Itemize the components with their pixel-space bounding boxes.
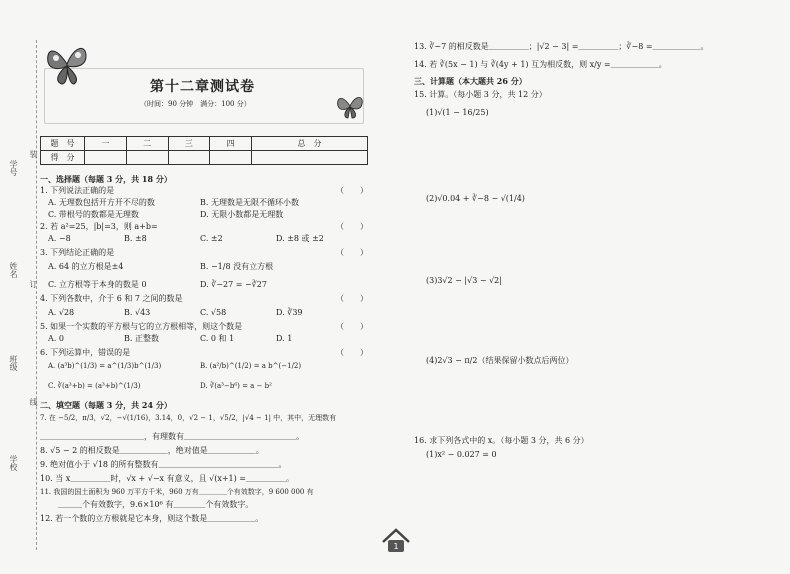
calc-4: (4)2√3 − π/2（结果保留小数点后两位） — [426, 356, 574, 365]
section2-heading: 二、填空题（每题 3 分，共 24 分） — [40, 400, 172, 410]
label-zhuang: 装 — [29, 150, 38, 158]
q13-text: 13. ∛−7 的相反数是＿＿＿＿＿；|√2 − 3| =＿＿＿＿＿；∛−8 =＿＿＿＿＿＿。 — [414, 42, 709, 51]
q5-option: A. 0 — [48, 334, 64, 343]
calc-3: (3)3√2 − |√3 − √2| — [426, 276, 502, 285]
score-header-cell: 三 — [168, 137, 210, 151]
q1-option: A. 无理数包括开方开不尽的数 — [48, 198, 155, 207]
q2-stem: 2. 若 a²=25，|b|=3，则 a+b= — [40, 222, 158, 231]
q1-option: C. 带根号的数都是无理数 — [48, 210, 139, 219]
q11-line2: ＿＿＿个有效数字，9.6×10⁶ 有＿＿＿＿个有效数字。 — [58, 500, 254, 509]
score-row-label: 得 分 — [41, 151, 85, 165]
q1-stem: 1. 下列说法正确的是 — [40, 186, 115, 195]
q3-option: B. −1/8 没有立方根 — [200, 262, 274, 271]
calc-1: (1)√(1 − 16/25) — [426, 108, 489, 117]
page-number-badge — [381, 528, 411, 554]
q10-text: 10. 当 x＿＿＿＿＿时，√x + √−x 有意义，且 √(x+1) =＿＿＿＿＿。 — [40, 474, 295, 483]
q3-option: D. ∛−27 = −∛27 — [200, 280, 267, 289]
q5-stem: 5. 如果一个实数的平方根与它的立方根相等，则这个数是 — [40, 322, 243, 331]
page-number: 1 — [393, 542, 399, 551]
q16-1: (1)x² − 0.027 = 0 — [426, 450, 497, 459]
q16-text: 16. 求下列各式中的 x。（每小题 3 分，共 6 分） — [414, 436, 589, 445]
score-input-cell[interactable] — [85, 151, 127, 165]
q4-option: B. √43 — [124, 308, 151, 317]
label-school: 学校 — [9, 455, 18, 471]
exam-title: 第十二章测试卷 — [150, 79, 255, 95]
label-name: 姓名 — [9, 262, 18, 278]
label-student-id: 学号 — [9, 160, 18, 176]
q2-option: C. ±2 — [200, 234, 223, 243]
q2-option: A. −8 — [48, 234, 71, 243]
score-input-cell[interactable] — [210, 151, 252, 165]
q1-answer-paren[interactable]: （ ） — [336, 186, 368, 195]
q6-stem: 6. 下列运算中，错误的是 — [40, 348, 131, 357]
calc-2: (2)√0.04 + ∛−8 − √(1/4) — [426, 194, 525, 203]
score-header-cell: 二 — [126, 137, 168, 151]
score-header-cell: 题 号 — [41, 137, 85, 151]
score-input-cell[interactable] — [168, 151, 210, 165]
q2-option: D. ±8 或 ±2 — [276, 234, 324, 243]
q4-option: A. √28 — [48, 308, 75, 317]
q3-answer-paren[interactable]: （ ） — [336, 248, 368, 257]
section3-heading: 三、计算题（本大题共 26 分） — [414, 76, 527, 86]
q4-option: C. √58 — [200, 308, 227, 317]
q5-answer-paren[interactable]: （ ） — [336, 322, 368, 331]
score-table — [40, 136, 368, 165]
q7-line1: 7. 在 −5/2，π/3，√2，−√(1/16)，3.14，0，√2 − 1，√5/2，|√4 − 1| 中，其中，无理数有 — [40, 414, 337, 422]
section1-heading: 一、选择题（每题 3 分，共 18 分） — [40, 174, 172, 184]
q3-stem: 3. 下列结论正确的是 — [40, 248, 115, 257]
q2-answer-paren[interactable]: （ ） — [336, 222, 368, 231]
q3-option: A. 64 的立方根是±4 — [48, 262, 124, 271]
q5-option: D. 1 — [276, 334, 293, 343]
q8-text: 8. √5 − 2 的相反数是＿＿＿＿＿＿，绝对值是＿＿＿＿＿＿。 — [40, 446, 264, 455]
q4-answer-paren[interactable]: （ ） — [336, 294, 368, 303]
q6-answer-paren[interactable]: （ ） — [336, 348, 368, 357]
score-header-cell: 一 — [85, 137, 127, 151]
q6-option: D. ∛(a³−b⁶) = a − b² — [200, 382, 272, 390]
q4-stem: 4. 下列各数中，介于 6 和 7 之间的数是 — [40, 294, 183, 303]
q3-option: C. 立方根等于本身的数是 0 — [48, 280, 147, 289]
q15-text: 15. 计算。（每小题 3 分，共 12 分） — [414, 90, 547, 99]
label-class: 班级 — [9, 355, 18, 371]
score-header-cell: 总 分 — [252, 137, 368, 151]
q6-option: A. (a³b)^(1/3) = a^(1/3)b^(1/3) — [48, 362, 162, 370]
score-header-cell: 四 — [210, 137, 252, 151]
q12-text: 12. 若一个数的立方根就是它本身，则这个数是＿＿＿＿＿＿。 — [40, 514, 264, 523]
q4-option: D. ∛39 — [276, 308, 303, 317]
butterfly-icon — [44, 40, 90, 88]
q7-line2: ＿＿＿＿＿＿＿＿＿＿＿＿＿，有理数有＿＿＿＿＿＿＿＿＿＿＿＿＿＿。 — [40, 432, 304, 441]
score-input-cell[interactable] — [126, 151, 168, 165]
q9-text: 9. 绝对值小于 √18 的所有整数有＿＿＿＿＿＿＿＿＿＿＿＿＿＿＿。 — [40, 460, 287, 469]
q14-text: 14. 若 ∛(5x − 1) 与 ∛(4y + 1) 互为相反数，则 x/y =＿＿＿＿＿＿。 — [414, 60, 667, 69]
q5-option: B. 正整数 — [124, 334, 159, 343]
q1-option: D. 无限小数都是无理数 — [200, 210, 284, 219]
binding-line — [36, 40, 37, 550]
label-xian: 线 — [29, 398, 38, 406]
q11-line1: 11. 我国的国土面积为 960 万平方千米，960 万有＿＿＿＿个有效数字，9 600 000 有 — [40, 488, 314, 496]
butterfly-small-icon — [334, 90, 366, 122]
q2-option: B. ±8 — [124, 234, 147, 243]
q6-option: B. (a²/b)^(1/2) = a b^(−1/2) — [200, 362, 302, 370]
exam-subtitle: （时间：90 分钟 满分：100 分） — [140, 100, 251, 108]
q1-option: B. 无理数是无限不循环小数 — [200, 198, 299, 207]
score-input-cell[interactable] — [252, 151, 368, 165]
q6-option: C. ∛(a³+b) = (a³+b)^(1/3) — [48, 382, 141, 390]
q5-option: C. 0 和 1 — [200, 334, 235, 343]
label-ding: 订 — [29, 280, 38, 288]
